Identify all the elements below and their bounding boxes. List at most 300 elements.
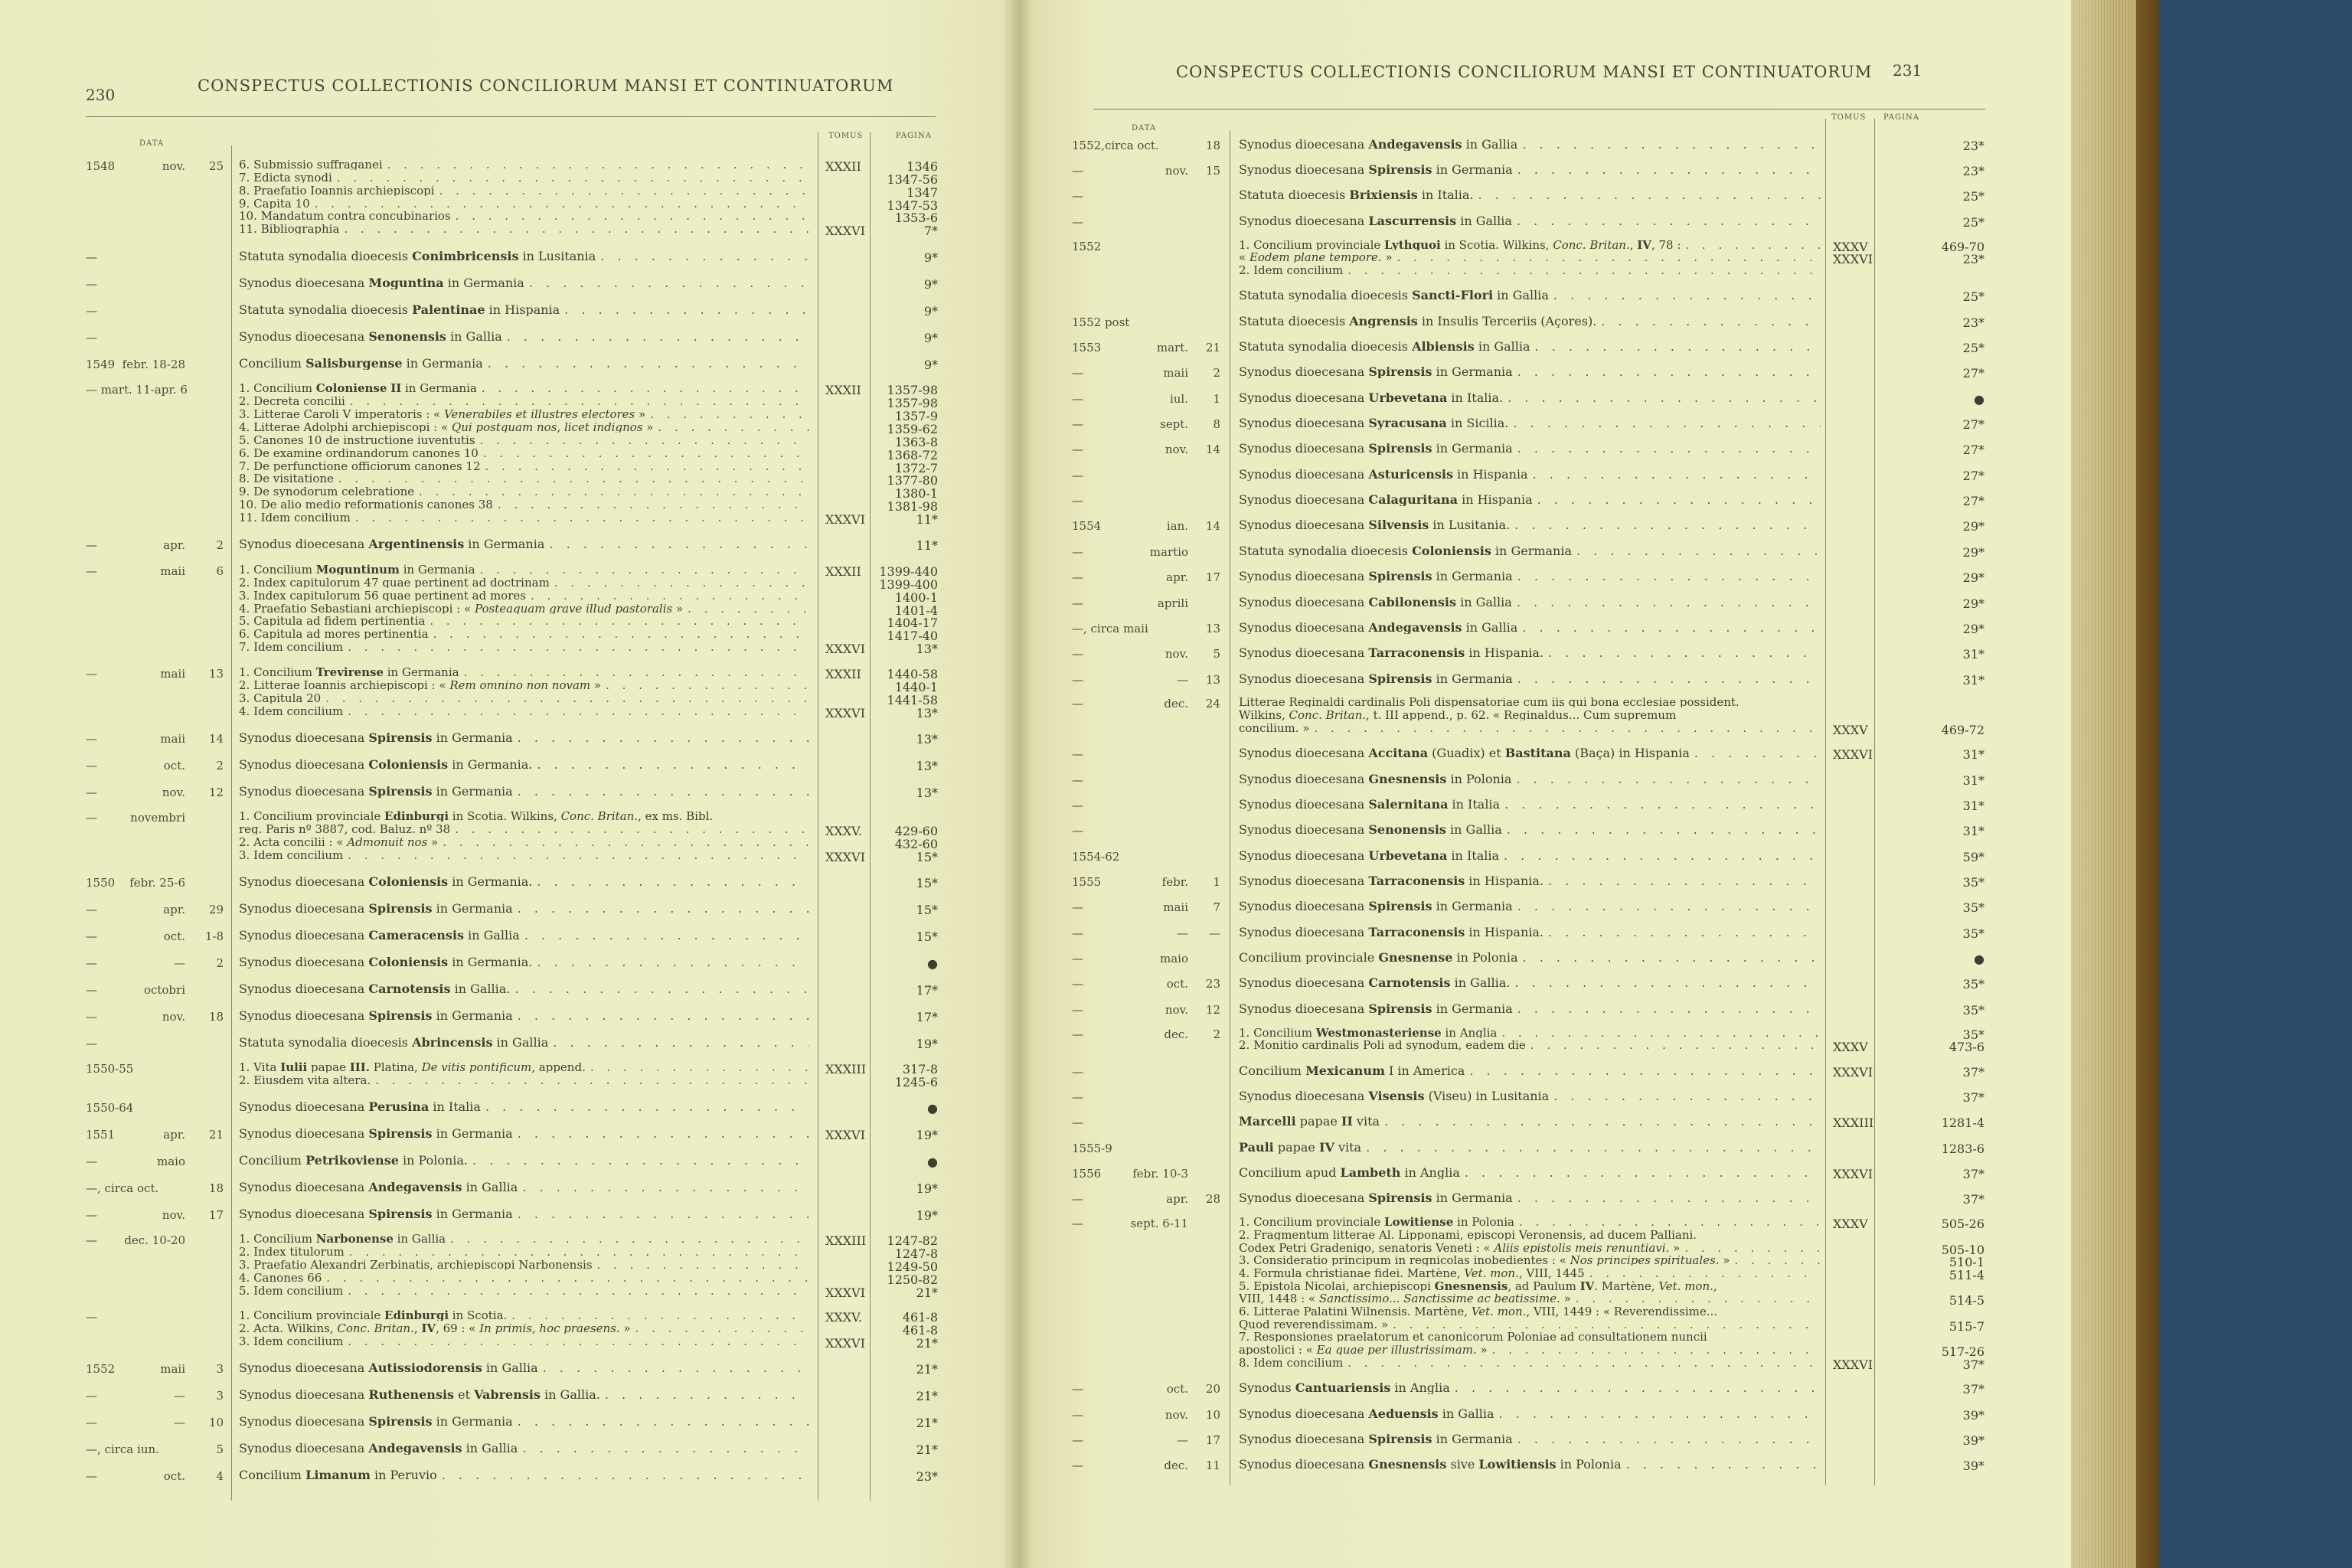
entry-line-content	[1239, 341, 1821, 353]
entry-title: 8. Praefatio Ioannis archiepiscopi	[239, 185, 435, 196]
date-month: apr.	[1166, 1192, 1188, 1207]
dot-leader	[522, 1442, 809, 1455]
entry-title: Statuta synodalia dioecesis Palentinae in Hispania	[239, 303, 560, 316]
entry-line	[1239, 773, 1821, 786]
entry-line-content	[239, 1323, 809, 1334]
entry-title: 2. Index capitulorum 47 quae pertinent ad doctrinam	[239, 577, 550, 588]
entry-line-content	[1239, 926, 1821, 939]
date-month: mart.	[1156, 341, 1188, 355]
dot-leader	[1513, 417, 1821, 430]
pagina-value: 35*	[1962, 977, 1984, 992]
entry	[1018, 766, 2071, 792]
date-day: 17	[208, 1208, 224, 1223]
pagina-value: 469-70	[1941, 239, 1984, 254]
entry-line-content	[239, 1037, 809, 1049]
date-month: octobri	[143, 982, 185, 997]
date-year: —	[1072, 1064, 1083, 1079]
dot-leader	[549, 538, 809, 550]
dot-leader	[1499, 1408, 1821, 1420]
entry-line-content	[1239, 1319, 1821, 1330]
date-day: 17	[1205, 570, 1220, 585]
date-year: 1550-64	[86, 1101, 134, 1116]
pagina-value: 17*	[916, 982, 938, 998]
dot-leader	[1517, 673, 1821, 685]
entry-line-content	[1239, 1230, 1821, 1240]
pagina-value: 1440-58	[887, 666, 938, 681]
entry-line	[239, 331, 809, 343]
pagina-value: 35*	[1962, 926, 1984, 941]
pagina-value: 31*	[1962, 647, 1984, 662]
entry-line	[1239, 545, 1821, 557]
entry-line-content	[1239, 747, 1821, 760]
dot-leader	[597, 1259, 809, 1270]
entry-line	[1239, 926, 1821, 939]
pagina-value: 1245-6	[894, 1074, 938, 1089]
date-month: dec.	[1164, 1459, 1188, 1473]
entry-title: Synodus dioecesana Urbevetana in Italia.	[1239, 391, 1504, 404]
entry-line-content	[1239, 1116, 1821, 1128]
entry	[0, 1094, 1018, 1121]
entry-title: Synodus dioecesana Visensis (Viseu) in Lusitania	[1239, 1090, 1550, 1103]
entry-title: Synodus dioecesana Tarraconensis in Hispania.	[1239, 647, 1544, 660]
entry	[1018, 996, 2071, 1021]
date-year: —	[1072, 798, 1083, 812]
entry-title: concilium. »	[1239, 722, 1310, 733]
date-day: 14	[1205, 519, 1220, 534]
entry-line	[239, 159, 809, 170]
dot-leader	[1517, 596, 1821, 609]
pagina-value: ●	[1974, 391, 1984, 407]
pagina-value: 7*	[923, 224, 938, 239]
entry-line-content	[1239, 773, 1821, 786]
entry-title: Synodus dioecesana Tarraconensis in Hispania.	[1239, 926, 1544, 939]
date-day: —	[1209, 926, 1220, 940]
pagina-value: 27*	[1962, 417, 1984, 433]
entry-line	[1239, 519, 1821, 531]
entry	[1018, 385, 2071, 410]
entry	[1018, 234, 2071, 283]
entry-line	[1239, 875, 1821, 887]
pagina-value: 23*	[916, 1469, 938, 1485]
tomus-value: XXXVI	[825, 224, 866, 239]
entry-title: 1. Concilium provinciale Lythquoi in Scotia. Wilkins, Conc. Britan., IV, 78 :	[1239, 239, 1681, 250]
date-year: —	[1072, 900, 1083, 915]
pagina-value: 1372-7	[894, 460, 938, 475]
dot-leader	[1576, 545, 1821, 557]
entry-line	[1239, 443, 1821, 455]
pagina-value: 25*	[1962, 214, 1984, 230]
entry-title: 2. Index titulorum	[239, 1246, 345, 1258]
pagina-value: 13*	[916, 705, 938, 720]
entry	[1018, 1058, 2071, 1083]
date-month: —	[174, 1389, 185, 1403]
entry-title: 10. Mandatum contra concubinarios	[239, 211, 451, 222]
entry	[1018, 1109, 2071, 1135]
entry-line	[239, 198, 809, 209]
entry	[1018, 208, 2071, 234]
entry-line-content	[1239, 1027, 1821, 1038]
entry-title: Synodus dioecesana Spirensis in Germania	[239, 785, 513, 798]
entry-line	[239, 538, 809, 550]
date-year: —	[86, 250, 97, 264]
date-year: —	[86, 1310, 97, 1325]
pagina-value: 469-72	[1941, 722, 1984, 737]
entry-line-content	[239, 1075, 809, 1086]
date-day: 8	[1213, 417, 1220, 432]
dot-leader	[518, 903, 809, 915]
entry-line	[1239, 1357, 1821, 1368]
entry-line	[239, 1389, 809, 1401]
entry-title: 2. Acta. Wilkins, Conc. Britan., IV, 69 : « In primis, hoc praesens. »	[239, 1323, 631, 1334]
dot-leader	[524, 929, 809, 942]
entry-title: 1. Vita Iulii papae III. Platina, De vitis pontificum, append.	[239, 1062, 586, 1073]
date-year: —	[86, 902, 97, 916]
entry	[0, 531, 1018, 558]
tomus-value: XXXVI	[825, 705, 866, 720]
pagina-value: 39*	[1962, 1407, 1984, 1423]
entry-title: Synodus dioecesana Spirensis in Germania	[239, 1009, 513, 1022]
entry-line-content	[1239, 1065, 1821, 1077]
dot-leader	[518, 732, 809, 744]
entry-line	[239, 590, 809, 601]
date-year: —	[1072, 391, 1083, 406]
entry	[1018, 666, 2071, 691]
entry-line-content	[1239, 1459, 1821, 1471]
pagina-value: 1347-53	[887, 198, 938, 213]
entry-line-content	[239, 732, 809, 744]
dot-leader	[1517, 1433, 1821, 1446]
date-day: 3	[216, 1362, 224, 1377]
date-day: 3	[216, 1389, 224, 1403]
date-month: maio	[157, 1155, 185, 1169]
dot-leader	[507, 331, 809, 343]
entry-line-content	[239, 499, 809, 510]
entry-line	[239, 603, 809, 614]
tomus-value: XXXVI	[1833, 1357, 1873, 1372]
date-year: —	[86, 1009, 97, 1024]
right-page	[1018, 0, 2071, 1568]
date-month: oct.	[163, 758, 185, 773]
pagina-value: 13*	[916, 731, 938, 746]
entry-title: 1. Concilium Coloniense II in Germania	[239, 382, 477, 394]
date-year: —, circa oct.	[86, 1181, 159, 1196]
dot-leader	[564, 304, 809, 316]
pagina-value: 35*	[1962, 1002, 1984, 1018]
dot-leader	[480, 564, 809, 575]
entry-title: Synodus dioecesana Salernitana in Italia	[1239, 798, 1501, 811]
date-day: 29	[208, 902, 224, 916]
pagina-value: 9*	[923, 250, 938, 265]
dot-leader	[433, 629, 809, 639]
entry-line	[239, 983, 809, 995]
date-year: —	[1072, 1407, 1083, 1422]
entry-line	[239, 409, 809, 420]
entry-title: Synodus dioecesana Spirensis in Germania	[239, 1416, 513, 1429]
pagina-value: 11*	[916, 512, 938, 528]
entry-line	[1239, 1281, 1821, 1292]
pagina-value: 21*	[916, 1442, 938, 1458]
entry-line-content	[1239, 366, 1821, 378]
dot-leader	[485, 1101, 809, 1113]
date-day: 14	[1205, 443, 1220, 457]
date-year: —	[86, 785, 97, 799]
entry-title: Synodus dioecesana Spirensis in Germania	[239, 731, 513, 744]
entry-line	[239, 876, 809, 888]
dot-leader	[1533, 469, 1821, 481]
entry-title: 3. Praefatio Alexandri Zerbinatis, archiepiscopi Narbonensis	[239, 1259, 593, 1271]
pagina-value: 21*	[916, 1416, 938, 1431]
entry	[1018, 1135, 2071, 1160]
dot-leader	[488, 358, 809, 370]
dot-leader	[511, 1310, 809, 1321]
date-month: nov.	[1165, 163, 1188, 178]
entry-title: Synodus dioecesana Spirensis in Germania	[1239, 366, 1513, 379]
entry-title: 3. Index capitulorum 56 quae pertinent ad mores	[239, 590, 526, 601]
date-year: —	[86, 1416, 97, 1430]
entry-title: Pauli papae IV vita	[1239, 1141, 1362, 1154]
dot-leader	[1517, 1003, 1821, 1015]
entry-title: Concilium Petrikoviense in Polonia.	[239, 1155, 469, 1168]
date-day: 2	[216, 956, 224, 970]
pagina-value: 1368-72	[887, 447, 938, 462]
entry-line	[239, 512, 809, 523]
entry-line-content	[239, 1310, 809, 1321]
entry-line	[239, 1362, 809, 1374]
pagina-value: 21*	[916, 1389, 938, 1404]
entry-line	[1239, 366, 1821, 378]
tomus-value: XXXVI	[1833, 747, 1873, 763]
pagina-value: 1347	[906, 185, 938, 200]
left-col-pagina: PAGINA	[896, 132, 932, 140]
entry-title: Statuta dioecesis Angrensis in Insulis Terceriis (Açores).	[1239, 315, 1597, 328]
entry-line	[1239, 1065, 1821, 1077]
pagina-value: 19*	[916, 1128, 938, 1143]
entry-title: 9. Capita 10	[239, 198, 310, 209]
pagina-value: 17*	[916, 1009, 938, 1024]
date-day: 5	[216, 1442, 224, 1457]
entry-title: Synodus dioecesana Silvensis in Lusitania.	[1239, 519, 1511, 532]
entry-title: Synodus dioecesana Andegavensis in Gallia	[239, 1442, 518, 1455]
entry-line-content	[1239, 139, 1821, 151]
entry-line-content	[239, 1101, 809, 1113]
dot-leader	[344, 224, 809, 234]
entry-title: Synodus dioecesana Cabilonensis in Gallia	[1239, 596, 1512, 609]
entry-title: Statuta synodalia dioecesis Albiensis in Gallia	[1239, 341, 1530, 354]
entry-title: Synodus dioecesana Senonensis in Gallia	[239, 330, 502, 343]
entry-line-content	[239, 1336, 809, 1347]
pagina-value: 9*	[923, 357, 938, 372]
pagina-value: 1399-440	[879, 564, 938, 579]
pagina-value: 1250-82	[887, 1272, 938, 1288]
entry-line-content	[239, 590, 809, 601]
entry-line-content	[239, 824, 809, 835]
entry-line-content	[239, 667, 809, 678]
entry	[0, 975, 1018, 1002]
date-year: 1556	[1072, 1167, 1102, 1181]
dot-leader	[1517, 1192, 1821, 1204]
entry-line	[1239, 1243, 1821, 1253]
pagina-value: 15*	[916, 875, 938, 890]
dot-leader	[514, 983, 809, 995]
date-year: —	[1072, 977, 1083, 991]
tomus-value: XXXII	[825, 666, 861, 681]
entry-title: reg. Paris nº 3887, cod. Baluz. nº 38	[239, 823, 451, 835]
date-day: 21	[208, 1128, 224, 1142]
pagina-value: 19*	[916, 1208, 938, 1223]
pagina-value: 25*	[1962, 341, 1984, 356]
pagina-value: 13*	[916, 758, 938, 773]
date-month: oct.	[163, 1469, 185, 1484]
date-year: —	[1072, 468, 1083, 482]
entry-line	[1239, 1003, 1821, 1015]
entry-title: Synodus dioecesana Spirensis in Germania	[1239, 570, 1513, 583]
date-year: —	[1072, 544, 1083, 559]
dot-leader	[456, 211, 809, 221]
date-month: maii	[160, 564, 185, 578]
entry-line	[239, 786, 809, 798]
entry-line	[1239, 1090, 1821, 1102]
entry	[0, 1029, 1018, 1056]
entry	[1018, 894, 2071, 920]
entry-title: Synodus dioecesana Spirensis in Germania	[239, 1128, 513, 1141]
date-month: —	[174, 956, 185, 970]
dot-leader	[1522, 622, 1821, 634]
pagina-value: 13*	[916, 642, 938, 657]
entry-line	[1239, 900, 1821, 913]
entry-line	[1239, 952, 1821, 964]
entry-line	[239, 1259, 809, 1270]
entry-line-content	[1239, 1306, 1821, 1317]
entry-title: 2. Litterae Ioannis archiepiscopi : « Rem omnino non novam »	[239, 679, 602, 691]
date-month: dec. 10-20	[124, 1233, 185, 1248]
entry-line	[239, 396, 809, 407]
entry-line-content	[1239, 977, 1821, 989]
entry-line	[239, 383, 809, 394]
entry-title: 1. Concilium provinciale Lowitiense in Polonia	[1239, 1217, 1514, 1228]
date-month: febr.	[1161, 875, 1188, 889]
pagina-value: 432-60	[894, 836, 938, 851]
entry-title: apostolici : « Ea quae per illustrissimam. »	[1239, 1344, 1488, 1356]
date-year: 1554-62	[1072, 849, 1120, 864]
entry	[1018, 1211, 2071, 1375]
entry	[1018, 360, 2071, 385]
dot-leader	[1553, 1090, 1821, 1102]
entry-title: 3. Capitula 20	[239, 692, 322, 704]
entry-line-content	[1239, 875, 1821, 887]
dot-leader	[338, 473, 809, 484]
entry-title: 1. Concilium Moguntinum in Germania	[239, 564, 475, 575]
entry	[1018, 843, 2071, 868]
left-col-tomus: TOMUS	[828, 132, 864, 140]
pagina-value: 27*	[1962, 366, 1984, 381]
entry-title: 7. Idem concilium	[239, 642, 344, 653]
pagina-value: ●	[1974, 952, 1984, 966]
dot-leader	[375, 1075, 809, 1086]
dot-leader	[1685, 240, 1821, 250]
pagina-value: 31*	[1962, 672, 1984, 688]
entry-title: Statuta synodalia dioecesis Coloniensis in Germania	[1239, 544, 1573, 557]
dot-leader	[1366, 1142, 1821, 1154]
date-year: —	[1072, 189, 1083, 204]
entry	[1018, 1161, 2071, 1186]
entry-line-content	[239, 786, 809, 798]
date-year: —, circa iun.	[86, 1442, 159, 1457]
entry-line	[1239, 189, 1821, 201]
entry-line-content	[1239, 1433, 1821, 1446]
date-year: —, circa maii	[1072, 621, 1148, 635]
entry-line	[1239, 164, 1821, 176]
entry-line-content	[1239, 673, 1821, 685]
date-year: 1548	[86, 158, 116, 173]
entry	[1018, 641, 2071, 666]
entry-line	[1239, 1344, 1821, 1355]
entry-line	[239, 486, 809, 497]
entry-line-content	[239, 1062, 809, 1073]
dot-leader	[606, 680, 809, 691]
date-year: 1555-9	[1072, 1141, 1112, 1155]
date-month: ian.	[1166, 519, 1188, 534]
pagina-value: 517-26	[1941, 1344, 1984, 1360]
entry-line-content	[1239, 596, 1821, 609]
entry-line	[1239, 252, 1821, 263]
entry-line	[239, 435, 809, 446]
date-month: apr.	[1166, 570, 1188, 585]
entry-title: Synodus dioecesana Spirensis in Germania	[1239, 900, 1513, 913]
entry-line-content	[239, 1208, 809, 1220]
entry-line-content	[239, 1285, 809, 1296]
dot-leader	[443, 837, 809, 848]
entry-line-content	[1239, 519, 1821, 531]
date-month: apr.	[163, 902, 185, 916]
entry-line-content	[1239, 1293, 1821, 1304]
dot-leader	[1517, 366, 1821, 378]
entry-line	[239, 1128, 809, 1140]
entry-line-content	[1239, 252, 1821, 263]
date-year: 1554	[1072, 519, 1102, 534]
entry-line-content	[1239, 1003, 1821, 1015]
date-month: febr. 18-28	[122, 357, 185, 371]
pagina-value: 27*	[1962, 443, 1984, 458]
entry-line	[1239, 1217, 1821, 1227]
pagina-value: 21*	[916, 1362, 938, 1377]
date-day: 2	[1213, 366, 1220, 381]
pagina-value: 37*	[1962, 1064, 1984, 1080]
entry	[1018, 741, 2071, 766]
entry	[0, 949, 1018, 975]
entry-title: Synodus dioecesana Spirensis in Germania	[1239, 1002, 1513, 1015]
entry-line	[239, 706, 809, 717]
entry-line-content	[239, 1233, 809, 1244]
entry-line-content	[1239, 289, 1821, 302]
dot-leader	[348, 850, 809, 861]
date-year: 1555	[1072, 875, 1102, 889]
date-year: —	[86, 1233, 97, 1248]
dot-leader	[1519, 1217, 1821, 1227]
entry-line	[1239, 1167, 1821, 1179]
date-year: —	[1072, 596, 1083, 610]
entry	[0, 1462, 1018, 1489]
dot-leader	[518, 1208, 809, 1220]
dot-leader	[442, 1469, 809, 1481]
entry-line-content	[239, 198, 809, 209]
date-year: —	[1072, 926, 1083, 940]
entry-line	[239, 824, 809, 835]
entry-title: Synodus dioecesana Coloniensis in Germania.	[239, 956, 533, 969]
entry-line-content	[1239, 392, 1821, 404]
entry-title: 2. Idem concilium	[1239, 264, 1344, 276]
dot-leader	[387, 159, 809, 170]
entry-line	[239, 473, 809, 484]
